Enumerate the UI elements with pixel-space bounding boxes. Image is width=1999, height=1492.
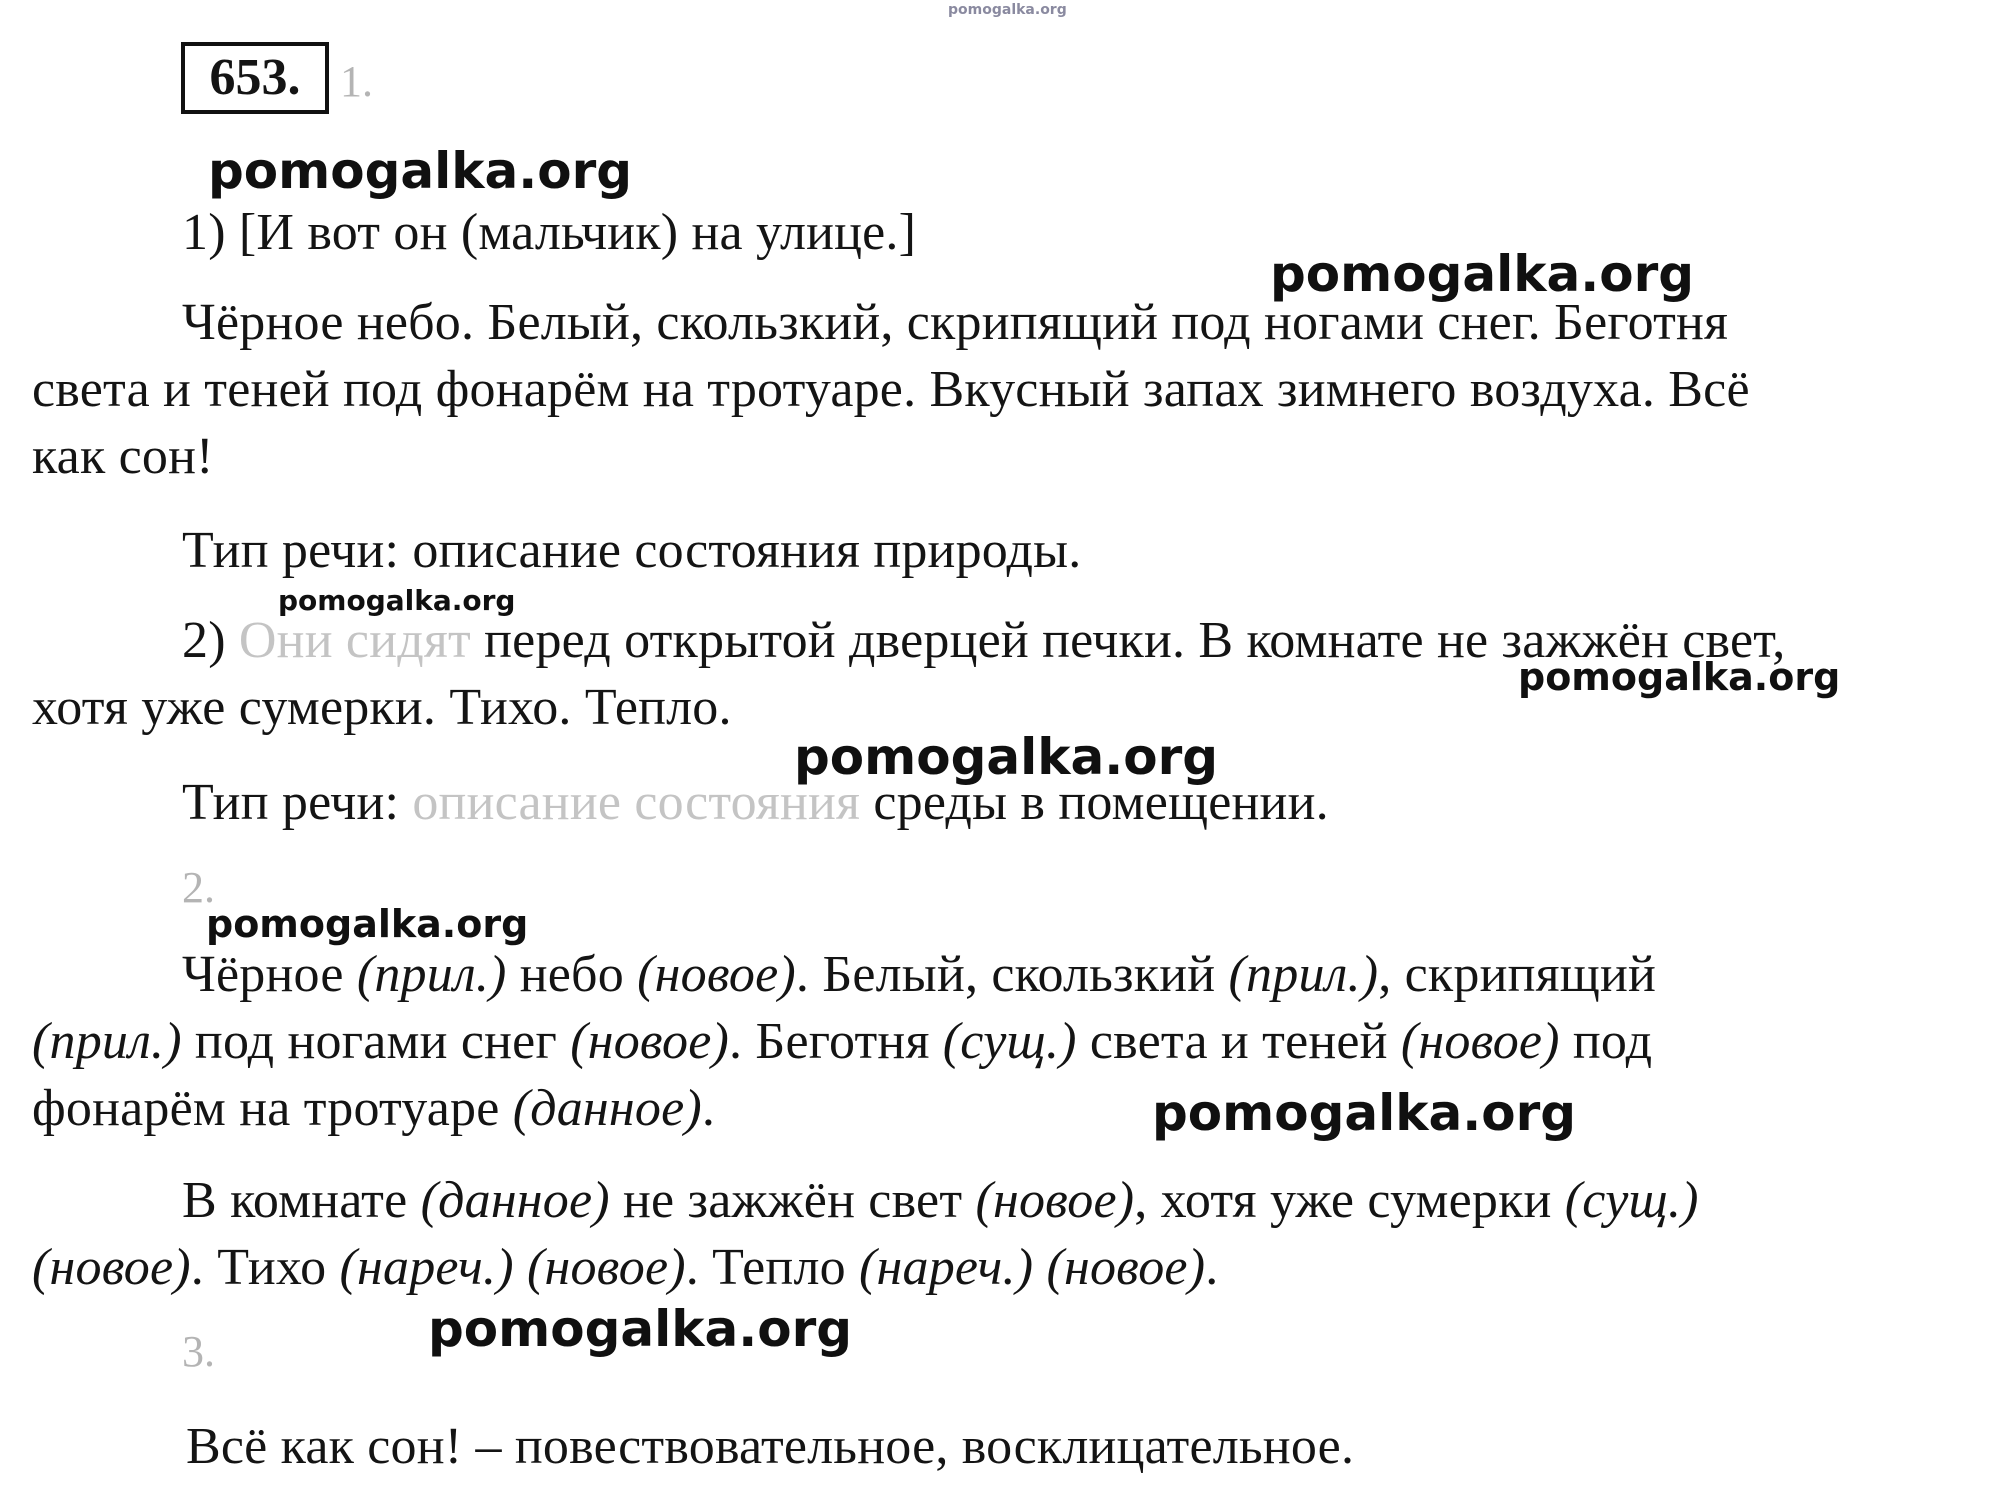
annotation-italic: (новое)	[570, 1013, 729, 1070]
text-span: света и теней	[1076, 1013, 1401, 1070]
part1-para1-line1: Чёрное небо. Белый, скользкий, скрипящий под ногами снег. Беготня	[182, 294, 1729, 351]
watermark: pomogalka.org	[206, 902, 529, 946]
exercise-number: 653.	[181, 42, 329, 114]
part1-item2-line2: хотя уже сумерки. Тихо. Тепло.	[32, 679, 732, 736]
part1-item1: 1) [И вот он (мальчик) на улице.]	[182, 204, 917, 261]
text-span: . Белый, скользкий	[795, 946, 1229, 1003]
text-span: 2)	[182, 612, 239, 669]
text-span: .	[1205, 1239, 1219, 1296]
annotation-italic: (нареч.)	[339, 1239, 514, 1296]
watermark: pomogalka.org	[208, 142, 633, 200]
text-span-faded: Они сидят	[238, 612, 471, 669]
site-label-top: pomogalka.org	[948, 2, 1067, 18]
text-span: . Тепло	[685, 1239, 859, 1296]
part2-line4	[182, 1168, 1699, 1234]
annotation-italic: (новое)	[975, 1172, 1135, 1229]
annotation-italic: (новое)	[526, 1239, 686, 1296]
text-span: Чёрное	[182, 946, 357, 1003]
annotation-italic: (прил.)	[32, 1013, 182, 1070]
text-span: В комнате	[182, 1172, 421, 1229]
annotation-italic: (данное)	[512, 1080, 702, 1137]
annotation-italic: (новое)	[32, 1239, 191, 1296]
annotation-italic: (новое)	[1046, 1239, 1206, 1296]
text-span: . Беготня	[729, 1013, 943, 1070]
annotation-italic: (нареч.)	[859, 1239, 1034, 1296]
text-span: .	[701, 1080, 716, 1137]
part1-type1: Тип речи: описание состояния природы.	[182, 522, 1082, 579]
part2-line2	[32, 1009, 1652, 1075]
annotation-italic: (прил.)	[356, 946, 507, 1003]
watermark: pomogalka.org	[1518, 655, 1841, 699]
text-span: перед открытой дверцей печки. В комнате не зажжён свет,	[470, 612, 1786, 669]
part3-sentence: Всё как сон! – повествовательное, восклицательное.	[186, 1418, 1355, 1475]
text-span: , хотя уже сумерки	[1134, 1172, 1565, 1229]
annotation-italic: (новое)	[1400, 1013, 1560, 1070]
part2-line3	[32, 1076, 715, 1142]
text-span: Тип речи:	[182, 774, 413, 831]
text-span: небо	[506, 946, 638, 1003]
annotation-italic: (сущ.)	[942, 1013, 1077, 1070]
text-span: не зажжён свет	[609, 1172, 976, 1229]
part2-line1	[182, 942, 1656, 1008]
text-span	[514, 1239, 527, 1296]
watermark: pomogalka.org	[794, 728, 1219, 786]
annotation-italic: (прил.)	[1228, 946, 1379, 1003]
part2-line5	[32, 1235, 1218, 1301]
watermark: pomogalka.org	[278, 584, 516, 617]
part3-marker: 3.	[182, 1327, 215, 1376]
text-span: под	[1559, 1013, 1653, 1070]
part2-marker: 2.	[182, 863, 215, 912]
part1-para1-line3: как сон!	[32, 428, 214, 485]
text-span: . Тихо	[190, 1239, 340, 1296]
watermark: pomogalka.org	[428, 1300, 853, 1358]
annotation-italic: (данное)	[420, 1172, 610, 1229]
watermark: pomogalka.org	[1270, 245, 1695, 303]
text-span-faded: описание состояния	[412, 774, 861, 831]
watermark: pomogalka.org	[1152, 1084, 1577, 1142]
text-span: , скрипящий	[1378, 946, 1657, 1003]
part1-para1-line2: света и теней под фонарём на тротуаре. Вкусный запах зимнего воздуха. Всё	[32, 361, 1750, 418]
annotation-italic: (сущ.)	[1564, 1172, 1699, 1229]
text-span: среды в помещении.	[860, 774, 1329, 831]
part1-marker: 1.	[340, 57, 373, 106]
text-span: под ногами снег	[181, 1013, 571, 1070]
part1-type2	[182, 770, 1329, 836]
annotation-italic: (новое)	[637, 946, 796, 1003]
part1-item2-line1	[182, 608, 1786, 674]
text-span	[1033, 1239, 1046, 1296]
text-span: фонарём на тротуаре	[32, 1080, 513, 1137]
